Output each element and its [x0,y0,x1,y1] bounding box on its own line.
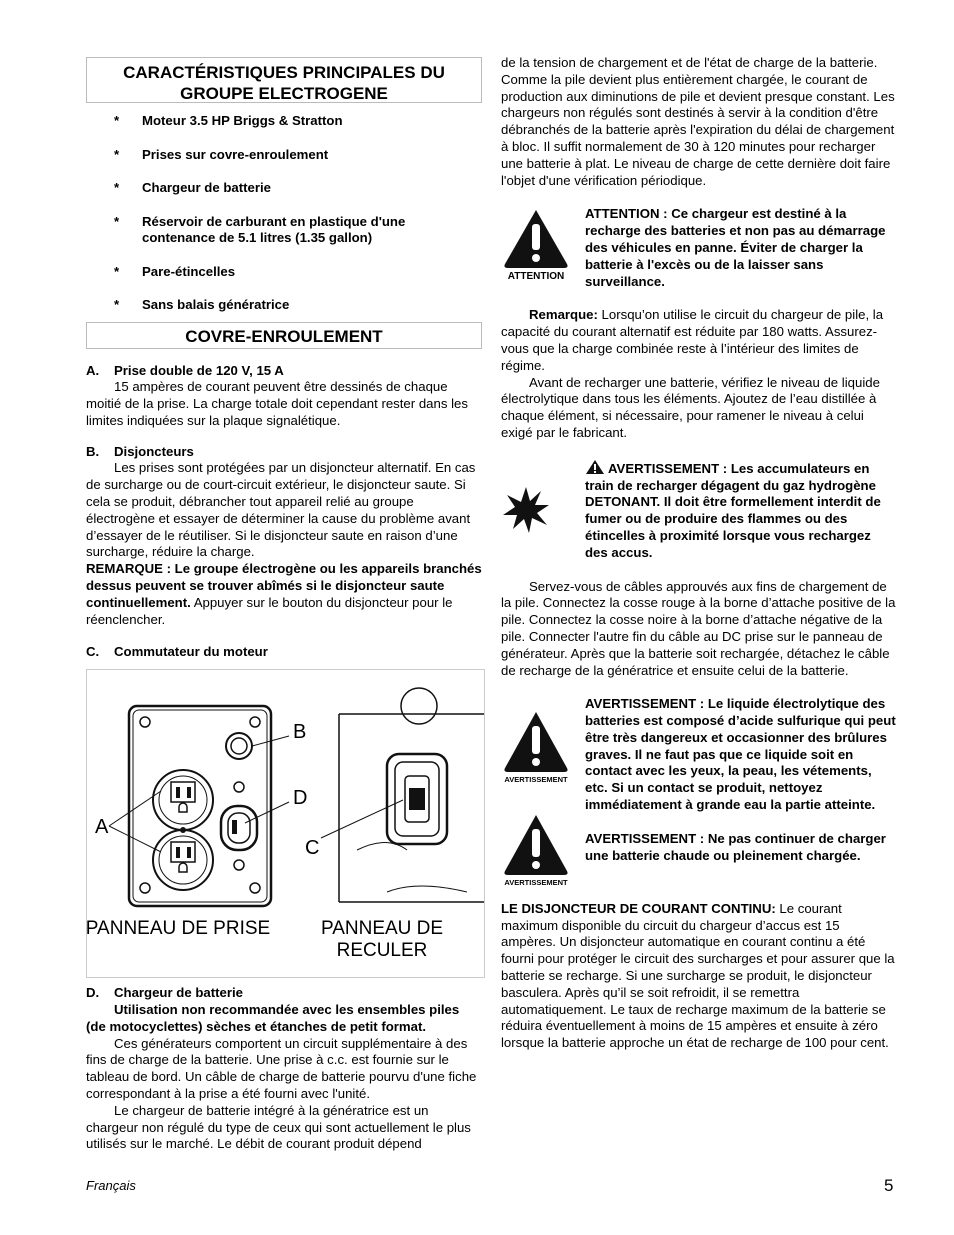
covre-enroulement-title: COVRE-ENROULEMENT [86,322,482,349]
cables-paragraph: Servez-vous de câbles approuvés aux fins de chargement de la pile. Connectez la cosse rouge à la borne d’attache positive de la pile. Connectez la cosse noire à la borne d’attache négative de la pile. Connecter l'autre fin du câble au DC prise sur le panneau de générateur. Après que la batterie soit rechargée, détachez le câble de recharge de la génératrice et ensuite celui de la batterie. [501,578,896,678]
hydrogen-warning-block [501,459,897,562]
right-column [501,55,897,1052]
svg-text:ATTENTION: ATTENTION [507,271,565,283]
callout-c: C [305,837,320,860]
section-d-heading: D. Chargeur de batterie [86,985,243,1001]
callout-a: A [95,816,109,839]
caption-receptacle-panel: PANNEAU DE PRISE [85,918,271,940]
avant-recharger-paragraph: Avant de recharger une batterie, vérifiez le niveau de liquide électrolytique dans tous les éléments. Ajoutez de l’eau distillée à chaque élément, si nécessaire, pour ramener le niveau à celui exigé par le fabricant. [501,374,880,440]
section-d-warning: Utilisation non recommandée avec les ensembles piles (de motocyclettes) sèches et étanches de petit format. [86,1002,460,1034]
features-list [86,113,482,314]
section-b-heading: B. Disjoncteurs [86,443,194,459]
electrolyte-warning-text: AVERTISSEMENT : Le liquide électrolytique des batteries est composé d’acide sulfurique qui peut être très dangereux et occasionner des brûlures graves. Il ne faut pas que ce liquide soit en contact avec les yeux, la peau, les vétements, etc. Si un contact se produit, nettoyez immédiatement à grande eau la partie atteinte. [585,696,896,813]
section-d-paragraph-1: Ces générateurs comportent un circuit supplémentaire à des fins de charge de la batterie. Une prise à c.c. est fournie sur le tableau de bord. Un câble de charge de batterie pourvu d'une fiche correspondant à la prise a été fourni avec l'unité. [86,1035,477,1102]
attention-warning-icon [501,206,571,287]
avertissement-icon [501,708,571,791]
section-b-text: Les prises sont protégées par un disjoncteur alternatif. En cas de surcharge ou de court-circuit extérieur, le disjoncteur saute. Si cela se produit, débrancher tout appareil relié au groupe électrogène et essayer de déterminer la cause du problème avant d’essayer de le réutiliser. Si le disjoncteur saute en raison d’une surcharge, réduire la charge. [86,460,476,560]
section-a-text: 15 ampères de courant peuvent être dessinés de chaque moitié de la prise. La charge totale doit cependant rester dans les limites indiquées sur la plaque signalétique. [86,379,468,428]
hot-battery-warning-text: AVERTISSEMENT : Ne pas continuer de charger une batterie chaude ou pleinement chargée. [585,830,886,863]
remarque-paragraph: Remarque: Lorsqu’on utilise le circuit du chargeur de pile, la capacité du courant alternatif est réduite par 180 watts. Assurez-vous que la charge combinée reste à l’intérieur des limites de régime. [501,307,884,373]
feature-item: * Pare-étincelles [114,263,236,279]
feature-item: * Sans balais génératrice [114,297,290,312]
section-b-note: REMARQUE : Le groupe électrogène ou les appareils branchés dessus peuvent se trouver abîmés si le disjoncteur saute continuellement. Appuyer sur le bouton du disjoncteur pour le réenclencher. [86,561,482,627]
feature-item: * Prises sur covre-enroulement [114,146,329,162]
control-panel-figure [86,669,485,978]
attention-block [501,206,897,290]
dc-breaker-paragraph: LE DISJONCTEUR DE COURANT CONTINU: Le courant maximum disponible du circuit du chargeur d’accus est 15 ampères. Un disjoncteur automatique en courant continu a été fourni pour protéger le circuit des surcharges et pour assurer que la batterie se recharge. Si une surcharge se produit, le disjoncteur basculera. Après qu’il se soit refroidit, il se remettra automatiquement. Le taux de recharge maximum de la batterie se réduira éventuellement à moins de 15 ampères et ensuite à zéro lorsque la batterie approche un état de recharge de 100 pour cent. [501,900,895,1051]
svg-text:AVERTISSEMENT: AVERTISSEMENT [504,877,568,887]
main-features-title: CARACTÉRISTIQUES PRINCIPALES DU GROUPE ELECTROGENE [86,57,482,103]
feature-item: * Chargeur de batterie [114,180,271,195]
svg-text:AVERTISSEMENT: AVERTISSEMENT [504,775,568,785]
attention-text: ATTENTION : Ce chargeur est destiné à la recharge des batteries et non pas au démarrage des véhicules en panne. Éviter de charger la batterie à l'excès ou de la laisser sans surveillance. [585,206,886,289]
small-warning-icon [585,459,605,475]
section-c-heading: C. Commutateur du moteur [86,644,268,660]
feature-item: * Moteur 3.5 HP Briggs & Stratton [114,113,343,128]
explosion-icon [501,485,571,540]
callout-d: D [293,787,308,810]
hydrogen-warning-text: AVERTISSEMENT : Les accumulateurs en train de recharger dégagent du gaz hydrogène DETONANT. Il doit être formellement interdit de fumer ou de produire des flammes ou des étincelles à proximité lorsque vous rechargez des accus. [585,460,881,560]
footer-language: Français [86,1178,136,1193]
page-number: 5 [884,1176,894,1195]
left-column [86,57,482,1153]
feature-item: * Réservoir de carburant en plastique d'une contenance de 5.1 litres (1.35 gallon) [114,213,406,245]
section-d-paragraph-2: Le chargeur de batterie intégré à la génératrice est un chargeur non régulé du type de ceux qui sont actuellement le plus utilisés sur le marché. Le débit de courant produit dépend [86,1102,471,1152]
callout-b: B [293,721,307,744]
hot-battery-warning-block [501,831,897,901]
section-a-heading: A. Prise double de 120 V, 15 A [86,362,284,378]
electrolyte-warning-block [501,696,897,814]
avertissement-icon [501,811,571,894]
caption-recoil-panel: PANNEAU DE RECULER [320,918,444,962]
charger-continuation-text: de la tension de chargement et de l'état de charge de la batterie. Comme la pile devient plus entièrement chargée, le courant de production aux diminutions de pile et devient presque constant. Les chargeurs non régulés sont destinés à servir à la condition d'être débranchés de la batterie après l'expiration du délai de chargement à bloc. Il suffit normalement de 30 à 120 minutes pour recharger une batterie à plat. Le niveau de charge de cette dernière doit faire l'objet d'une vérification périodique. [501,55,895,188]
